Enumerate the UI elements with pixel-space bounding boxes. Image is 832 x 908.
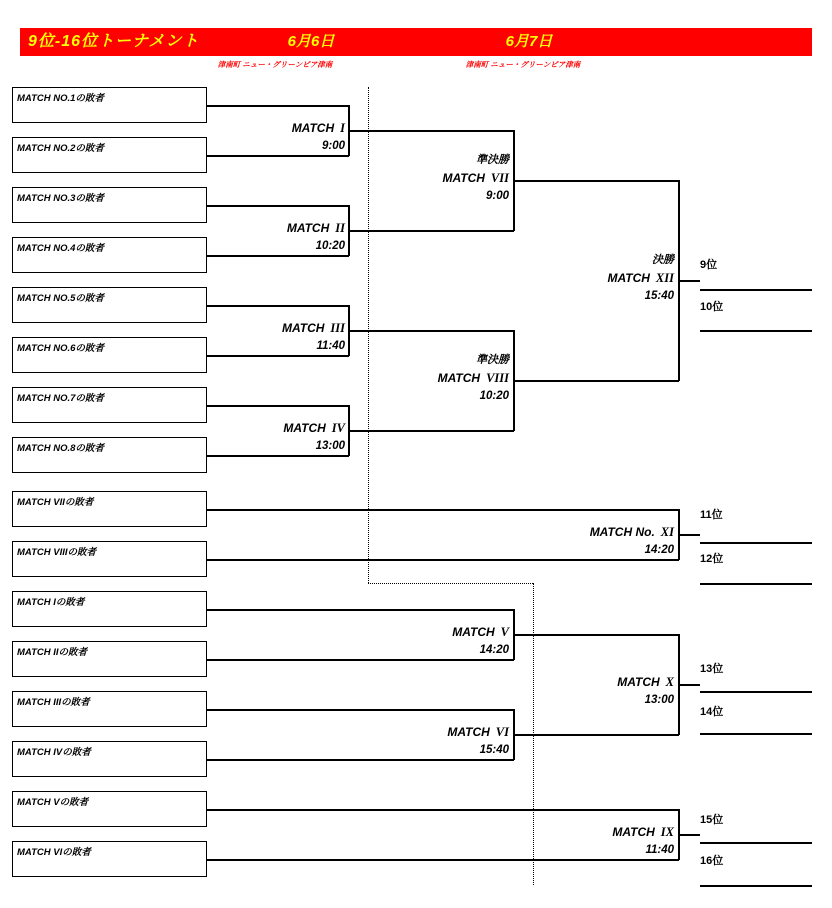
date-day2: 6月7日	[505, 33, 553, 50]
match-label-1	[205, 119, 345, 155]
match-numeral: I	[340, 121, 345, 135]
match-label-11	[534, 523, 674, 559]
entry-box-label: MATCH VIIの敗者	[17, 497, 94, 508]
bracket-line	[513, 380, 679, 382]
bracket-line	[207, 559, 679, 561]
bracket-line	[207, 105, 349, 107]
entry-box-label: MATCH NO.2の敗者	[17, 143, 104, 154]
entry-box-label: MATCH NO.1の敗者	[17, 93, 104, 104]
entry-box-label: MATCH Iの敗者	[17, 597, 85, 608]
bracket-line	[678, 834, 700, 836]
match-name: MATCH	[281, 321, 325, 335]
bracket-line	[207, 609, 514, 611]
match-time: 14:20	[479, 644, 509, 656]
bracket-line	[207, 759, 514, 761]
entry-box-label: MATCH NO.5の敗者	[17, 293, 104, 304]
entry-box-7	[12, 387, 207, 423]
match-name: MATCH	[442, 171, 485, 185]
entry-box-12	[12, 641, 207, 677]
round-label: 決勝	[652, 254, 674, 266]
match-label-6	[369, 723, 509, 759]
bracket-line	[207, 355, 349, 357]
entry-box-1	[12, 87, 207, 123]
placement-line-15	[700, 842, 812, 844]
placement-line-16	[700, 885, 812, 887]
match-numeral: X	[665, 675, 674, 689]
match-name: MATCH	[607, 271, 650, 285]
date-day1: 6月6日	[287, 33, 335, 50]
rank-label-11: 11位	[700, 509, 723, 521]
match-time: 10:20	[479, 390, 509, 402]
match-time: 15:40	[479, 744, 509, 756]
bracket-line	[207, 205, 349, 207]
day-divider-line	[368, 583, 533, 584]
bracket-line	[207, 709, 514, 711]
placement-line-14	[700, 733, 812, 735]
match-label-8-semifinal	[369, 351, 509, 405]
entry-box-9	[12, 491, 207, 527]
rank-label-9: 9位	[700, 259, 718, 271]
bracket-line	[678, 684, 700, 686]
bracket-line	[207, 255, 349, 257]
round-label: 準決勝	[476, 354, 509, 366]
match-label-9	[534, 823, 674, 859]
match-label-2	[205, 219, 345, 255]
placement-line-11	[700, 542, 812, 544]
bracket-line	[207, 155, 349, 157]
bracket-line	[207, 405, 349, 407]
match-name: MATCH	[617, 675, 660, 689]
entry-box-4	[12, 237, 207, 273]
bracket-line	[207, 455, 349, 457]
match-numeral: IX	[660, 825, 674, 839]
venue-day1: 津南町 ニュー・グリーンピア津南	[217, 60, 333, 69]
bracket-line	[348, 230, 514, 232]
match-time: 13:00	[644, 694, 674, 706]
placement-line-9	[700, 289, 812, 291]
entry-box-11	[12, 591, 207, 627]
venue-day2: 津南町 ニュー・グリーンピア津南	[465, 60, 581, 69]
entry-box-3	[12, 187, 207, 223]
entry-box-6	[12, 337, 207, 373]
match-name: MATCH	[612, 825, 655, 839]
tournament-title: 9位-16位トーナメント	[28, 33, 200, 50]
match-time: 11:40	[316, 340, 345, 352]
bracket-line	[207, 509, 679, 511]
bracket-line	[348, 430, 514, 432]
entry-box-8	[12, 437, 207, 473]
match-label-7-semifinal	[369, 151, 509, 205]
entry-box-label: MATCH VIIIの敗者	[17, 547, 96, 558]
match-name: MATCH	[437, 371, 481, 385]
entry-box-label: MATCH IIIの敗者	[17, 697, 90, 708]
entry-box-5	[12, 287, 207, 323]
bracket-line	[207, 859, 679, 861]
bracket-line	[207, 305, 349, 307]
match-numeral: XII	[655, 271, 674, 285]
bracket-line	[513, 180, 679, 182]
rank-label-15: 15位	[700, 814, 724, 826]
match-time: 9:00	[485, 190, 509, 202]
placement-line-12	[700, 583, 812, 585]
match-label-10	[534, 673, 674, 709]
match-time: 10:20	[315, 240, 345, 252]
match-time: 15:40	[644, 290, 674, 302]
placement-line-13	[700, 691, 812, 693]
header-banner	[20, 28, 812, 56]
match-time: 11:40	[645, 844, 674, 856]
match-numeral: VII	[490, 171, 509, 185]
bracket-line	[513, 634, 679, 636]
match-label-3	[205, 319, 345, 355]
bracket-line	[513, 734, 679, 736]
match-numeral: VIII	[486, 371, 509, 385]
entry-box-label: MATCH NO.8の敗者	[17, 443, 104, 454]
match-name: MATCH No.	[589, 525, 655, 539]
match-numeral: XI	[660, 525, 674, 539]
bracket-line	[348, 330, 514, 332]
bracket-line	[678, 534, 700, 536]
entry-box-label: MATCH Vの敗者	[17, 797, 89, 808]
match-name: MATCH	[286, 221, 330, 235]
rank-label-10: 10位	[700, 301, 724, 313]
match-numeral: V	[500, 625, 509, 639]
bracket-line	[678, 280, 700, 282]
rank-label-12: 12位	[700, 553, 724, 565]
match-label-4	[205, 419, 345, 455]
match-numeral: II	[335, 221, 345, 235]
entry-box-10	[12, 541, 207, 577]
bracket-line	[348, 130, 514, 132]
match-time: 13:00	[315, 440, 345, 452]
bracket-line	[207, 659, 514, 661]
bracket-line	[207, 809, 679, 811]
entry-box-13	[12, 691, 207, 727]
match-numeral: IV	[331, 421, 345, 435]
entry-box-14	[12, 741, 207, 777]
match-numeral: VI	[495, 725, 509, 739]
entry-box-label: MATCH NO.6の敗者	[17, 343, 104, 354]
match-label-5	[369, 623, 509, 659]
entry-box-16	[12, 841, 207, 877]
rank-label-13: 13位	[700, 663, 724, 675]
entry-box-label: MATCH IVの敗者	[17, 747, 91, 758]
match-label-12-final	[534, 251, 674, 305]
entry-box-15	[12, 791, 207, 827]
match-time: 14:20	[644, 544, 674, 556]
entry-box-label: MATCH NO.7の敗者	[17, 393, 104, 404]
match-numeral: III	[330, 321, 345, 335]
round-label: 準決勝	[476, 154, 509, 166]
match-name: MATCH	[452, 625, 495, 639]
entry-box-label: MATCH VIの敗者	[17, 847, 91, 858]
entry-box-label: MATCH IIの敗者	[17, 647, 88, 658]
placement-line-10	[700, 330, 812, 332]
rank-label-16: 16位	[700, 855, 724, 867]
match-name: MATCH	[291, 121, 335, 135]
rank-label-14: 14位	[700, 706, 724, 718]
entry-box-label: MATCH NO.4の敗者	[17, 243, 104, 254]
match-name: MATCH	[447, 725, 490, 739]
match-time: 9:00	[321, 140, 345, 152]
match-name: MATCH	[283, 421, 326, 435]
entry-box-2	[12, 137, 207, 173]
entry-box-label: MATCH NO.3の敗者	[17, 193, 104, 204]
